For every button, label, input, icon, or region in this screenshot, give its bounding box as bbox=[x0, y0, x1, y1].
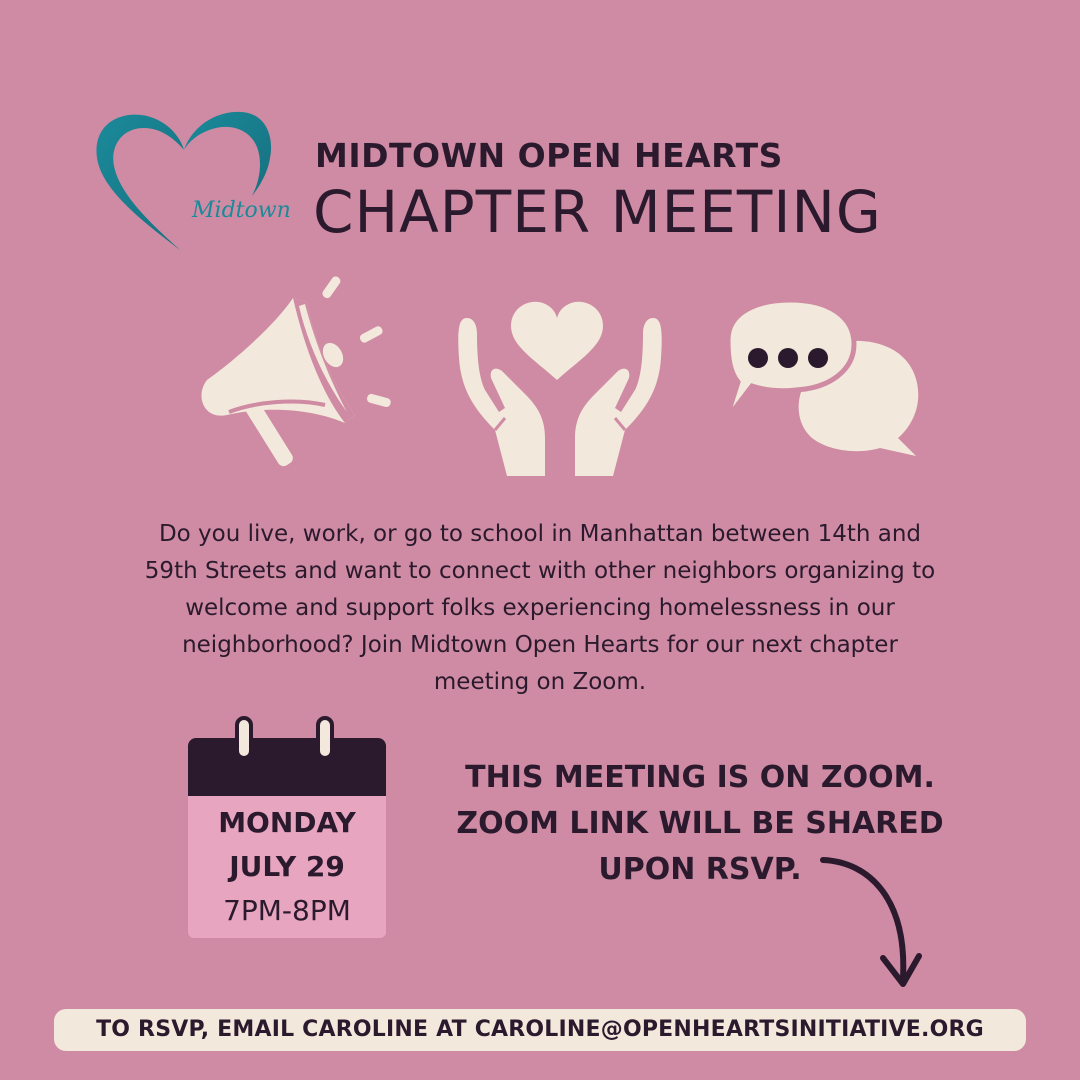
calendar-body bbox=[188, 796, 386, 938]
description-line: Do you live, work, or go to school in Manhattan between 14th and bbox=[158, 521, 922, 547]
calendar-ring-icon bbox=[235, 716, 253, 760]
meeting-time: 7PM-8PM bbox=[223, 894, 351, 927]
description-line: welcome and support folks experiencing homelessness in our bbox=[185, 595, 895, 621]
calendar-ring-icon bbox=[316, 716, 334, 760]
hands-heart-icon bbox=[455, 298, 665, 478]
meeting-date: JULY 29 bbox=[229, 850, 345, 883]
midtown-heart-logo bbox=[92, 108, 292, 258]
logo-text: Midtown bbox=[192, 198, 291, 223]
zoom-note-line: UPON RSVP. bbox=[598, 852, 802, 887]
meeting-day: MONDAY bbox=[218, 806, 356, 839]
org-name: MIDTOWN OPEN HEARTS bbox=[315, 136, 783, 175]
rsvp-banner: TO RSVP, EMAIL CAROLINE AT CAROLINE@OPENHEARTSINITIATIVE.ORG bbox=[54, 1009, 1026, 1051]
zoom-note-line: ZOOM LINK WILL BE SHARED bbox=[456, 806, 944, 841]
description-line: neighborhood? Join Midtown Open Hearts for our next chapter bbox=[182, 632, 898, 658]
description-line: 59th Streets and want to connect with other neighbors organizing to bbox=[144, 558, 936, 584]
curved-arrow-icon bbox=[815, 850, 925, 995]
zoom-note-line: THIS MEETING IS ON ZOOM. bbox=[465, 760, 935, 795]
page-title: CHAPTER MEETING bbox=[313, 178, 882, 246]
megaphone-icon bbox=[195, 270, 405, 475]
calendar-card bbox=[188, 716, 386, 938]
description-paragraph bbox=[80, 516, 1000, 701]
speech-bubbles-icon bbox=[720, 298, 925, 463]
description-line: meeting on Zoom. bbox=[433, 669, 647, 695]
calendar-header bbox=[188, 738, 386, 796]
